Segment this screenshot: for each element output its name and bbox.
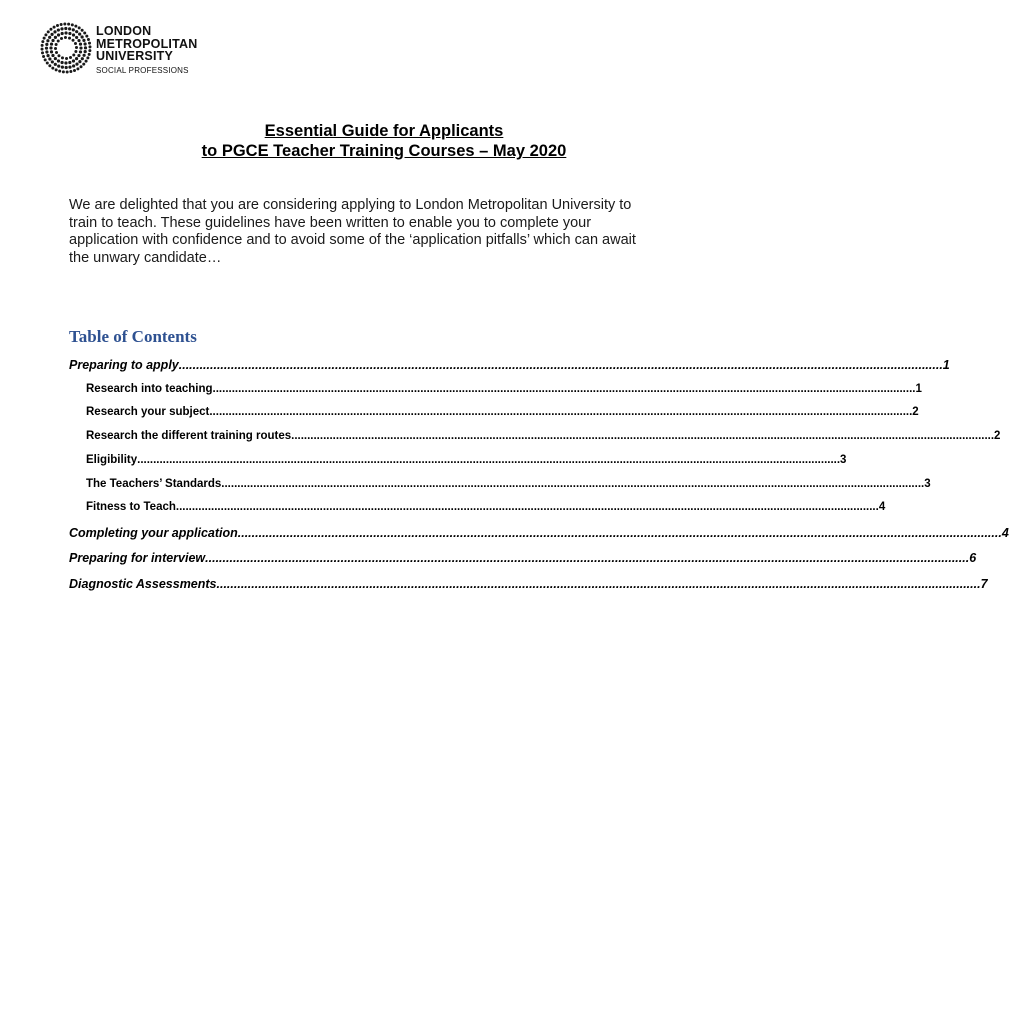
toc-page-number: 3 (840, 454, 847, 466)
logo-line-1: LONDON (96, 24, 152, 38)
toc-entry-label: Research into teaching (86, 383, 213, 395)
toc-page-number: 1 (915, 383, 922, 395)
toc-leader-dots: ............................................................................................................................................................................................................................ (137, 454, 841, 466)
logo-line-2: METROPOLITAN (96, 36, 198, 51)
toc-entry-research-training-routes[interactable] (86, 430, 1001, 446)
document-title-line-1: Essential Guide for Applicants (264, 122, 504, 140)
toc-entry-preparing-to-apply[interactable] (69, 358, 950, 374)
toc-entry-label: Completing your application (69, 526, 238, 540)
toc-entry-preparing-for-interview[interactable] (69, 551, 977, 567)
logo-line-3: UNIVERSITY (96, 49, 174, 63)
toc-leader-dots: ............................................................................................................................................................................................................................ (221, 478, 925, 490)
toc-leader-dots: ............................................................................................................................................................................................................................ (205, 551, 970, 565)
toc-entry-eligibility[interactable] (86, 454, 847, 470)
toc-leader-dots: ............................................................................................................................................................................................................................ (291, 430, 995, 442)
toc-page-number: 1 (942, 358, 950, 372)
toc-leader-dots: ............................................................................................................................................................................................................................ (209, 406, 913, 418)
toc-entry-fitness-to-teach[interactable] (86, 501, 886, 517)
toc-page-number: 2 (994, 430, 1001, 442)
toc-page-number: 4 (1001, 526, 1009, 540)
toc-leader-dots: ............................................................................................................................................................................................................................ (212, 383, 916, 395)
toc-page-number: 2 (912, 406, 919, 418)
toc-entry-completing-application[interactable] (69, 526, 1009, 542)
toc-page-number: 7 (980, 577, 988, 591)
intro-paragraph (69, 197, 689, 267)
intro-line: train to teach. These guidelines have been written to enable you to complete your (69, 214, 592, 231)
toc-entry-diagnostic-assessments[interactable] (69, 577, 988, 593)
intro-line: We are delighted that you are considering applying to London Metropolitan University to (69, 197, 632, 213)
toc-entry-label: Research your subject (86, 406, 210, 418)
toc-page-number: 6 (969, 551, 977, 565)
toc-entry-research-into-teaching[interactable] (86, 383, 922, 399)
toc-entry-label: Eligibility (86, 454, 138, 466)
toc-entry-label: Research the different training routes (86, 430, 292, 442)
university-logo (40, 22, 220, 76)
toc-leader-dots: ............................................................................................................................................................................................................................ (216, 577, 981, 591)
logo-wordmark (96, 25, 197, 75)
toc-leader-dots: ............................................................................................................................................................................................................................ (178, 358, 943, 372)
toc-leader-dots: ............................................................................................................................................................................................................................ (237, 526, 1002, 540)
toc-entry-label: Preparing to apply (69, 358, 179, 372)
document-title-line-2: to PGCE Teacher Training Courses – May 2020 (201, 142, 567, 160)
toc-entry-label: Preparing for interview (69, 551, 206, 565)
intro-line: application with confidence and to avoid some of the ‘application pitfalls’ which can await (69, 232, 636, 248)
toc-entry-label: Fitness to Teach (86, 501, 176, 513)
toc-leader-dots: ............................................................................................................................................................................................................................ (175, 501, 879, 513)
dotted-circle-icon (40, 22, 92, 74)
intro-line: the unwary candidate… (69, 249, 222, 266)
toc-entry-label: The Teachers’ Standards (86, 478, 222, 490)
toc-heading: Table of Contents (69, 327, 197, 346)
toc-entry-teachers-standards[interactable] (86, 478, 931, 494)
logo-subtitle: SOCIAL PROFESSIONS (96, 65, 189, 75)
toc-entry-label: Diagnostic Assessments (69, 577, 217, 591)
toc-entry-research-your-subject[interactable] (86, 406, 919, 422)
toc-page-number: 4 (878, 501, 886, 513)
toc-page-number: 3 (924, 478, 931, 490)
